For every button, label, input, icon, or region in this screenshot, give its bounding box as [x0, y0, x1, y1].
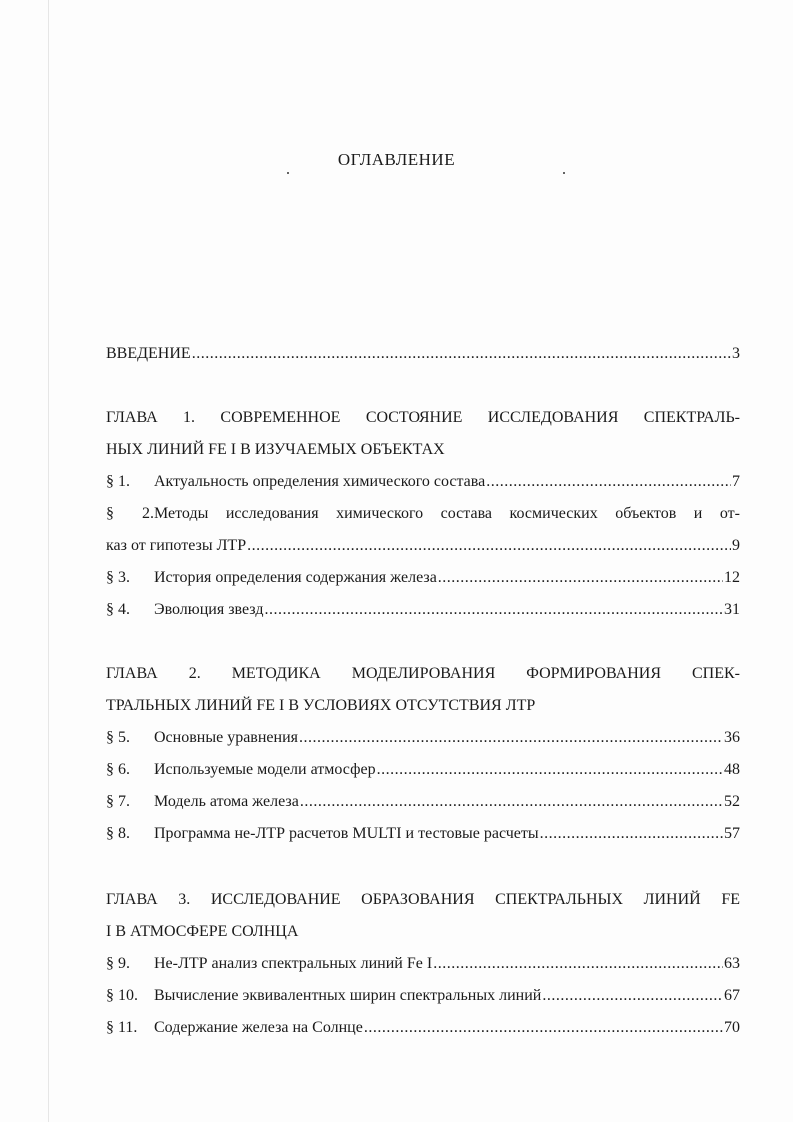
chapter-2 — [106, 658, 740, 850]
entry-number: § 10. — [106, 987, 138, 1004]
leader-dots — [247, 530, 731, 562]
toc-entry[interactable] — [106, 498, 740, 530]
entry-page: 57 — [724, 825, 740, 842]
entry-number: § 3. — [106, 569, 130, 586]
chapter-heading-line: I В АТМОСФЕРЕ СОЛНЦА — [106, 923, 299, 940]
leader-dots — [540, 818, 723, 850]
entry-label: История определения содержания железа — [154, 569, 437, 586]
entry-page: 12 — [724, 569, 740, 586]
entry-number: § 1. — [106, 473, 130, 490]
chapter-heading-line: ГЛАВА 3. ИССЛЕДОВАНИЕ ОБРАЗОВАНИЯ СПЕКТРАЛЬНЫХ ЛИНИЙ FE — [106, 891, 740, 908]
entry-number: § 5. — [106, 729, 130, 746]
chapter-heading[interactable] — [106, 402, 740, 466]
leader-dots — [192, 340, 731, 368]
leader-dots — [364, 1012, 723, 1044]
chapter-3 — [106, 884, 740, 1044]
toc-entry[interactable] — [106, 818, 740, 850]
toc-entry[interactable] — [106, 562, 740, 594]
chapter-heading-line: ТРАЛЬНЫХ ЛИНИЙ FE I В УСЛОВИЯХ ОТСУТСТВИЯ ЛТР — [106, 697, 536, 714]
chapter-heading-line: НЫХ ЛИНИЙ FE I В ИЗУЧАЕМЫХ ОБЪЕКТАХ — [106, 441, 445, 458]
toc-entry[interactable] — [106, 948, 740, 980]
toc-entry[interactable] — [106, 722, 740, 754]
toc-entry[interactable] — [106, 754, 740, 786]
entry-page: 7 — [732, 473, 740, 490]
chapter-heading-line: ГЛАВА 1. СОВРЕМЕННОЕ СОСТОЯНИЕ ИССЛЕДОВАНИЯ СПЕКТРАЛЬ- — [106, 409, 740, 426]
entry-number: § 9. — [106, 955, 130, 972]
entry-number: § 6. — [106, 761, 130, 778]
toc-entry-continuation[interactable] — [106, 530, 740, 562]
entry-label: Основные уравнения — [154, 729, 298, 746]
leader-dots — [264, 594, 723, 626]
entry-label: Содержание железа на Солнце — [154, 1019, 363, 1036]
chapter-1 — [106, 402, 740, 626]
chapter-heading[interactable] — [106, 884, 740, 948]
entry-number: § 2. — [106, 505, 154, 522]
entry-label: Программа не-ЛТР расчетов MULTI и тестовые расчеты — [154, 825, 539, 842]
leader-dots — [377, 754, 723, 786]
leader-dots — [299, 722, 723, 754]
entry-page: 48 — [724, 761, 740, 778]
toc-title: ОГЛАВЛЕНИЕ — [337, 150, 456, 169]
entry-page: 9 — [732, 537, 740, 554]
entry-number: § 7. — [106, 793, 130, 810]
entry-label: Используемые модели атмосфер — [154, 761, 376, 778]
entry-number: § 11. — [106, 1019, 138, 1036]
leader-dots — [433, 948, 723, 980]
toc-intro — [106, 340, 740, 368]
entry-label: Эволюция звезд — [154, 601, 264, 618]
leader-dots — [300, 786, 723, 818]
scan-speck — [287, 172, 289, 174]
toc-entry-intro[interactable] — [106, 340, 740, 368]
entry-label: Актуальность определения химического состава — [154, 473, 486, 490]
entry-page: 3 — [732, 345, 740, 362]
entry-label: Методы исследования химического состава космических объектов и от- — [154, 505, 740, 522]
toc-entry[interactable] — [106, 1012, 740, 1044]
scan-speck — [563, 172, 565, 174]
chapter-heading[interactable] — [106, 658, 740, 722]
toc-entry[interactable] — [106, 786, 740, 818]
toc-entry[interactable] — [106, 594, 740, 626]
toc-entry[interactable] — [106, 466, 740, 498]
leader-dots — [542, 980, 723, 1012]
leader-dots — [438, 562, 723, 594]
entry-page: 36 — [724, 729, 740, 746]
entry-label: ВВЕДЕНИЕ — [106, 345, 191, 362]
entry-label: каз от гипотезы ЛТР — [106, 537, 247, 554]
entry-number: § 8. — [106, 825, 130, 842]
entry-label: Модель атома железа — [154, 793, 299, 810]
entry-page: 70 — [724, 1019, 740, 1036]
entry-page: 67 — [724, 987, 740, 1004]
entry-number: § 4. — [106, 601, 130, 618]
leader-dots — [486, 466, 731, 498]
toc-entry[interactable] — [106, 980, 740, 1012]
entry-page: 63 — [724, 955, 740, 972]
entry-page: 52 — [724, 793, 740, 810]
entry-label: Не-ЛТР анализ спектральных линий Fe I — [154, 955, 433, 972]
entry-page: 31 — [724, 601, 740, 618]
entry-label: Вычисление эквивалентных ширин спектральных линий — [154, 987, 542, 1004]
chapter-heading-line: ГЛАВА 2. МЕТОДИКА МОДЕЛИРОВАНИЯ ФОРМИРОВАНИЯ СПЕК- — [106, 665, 740, 682]
